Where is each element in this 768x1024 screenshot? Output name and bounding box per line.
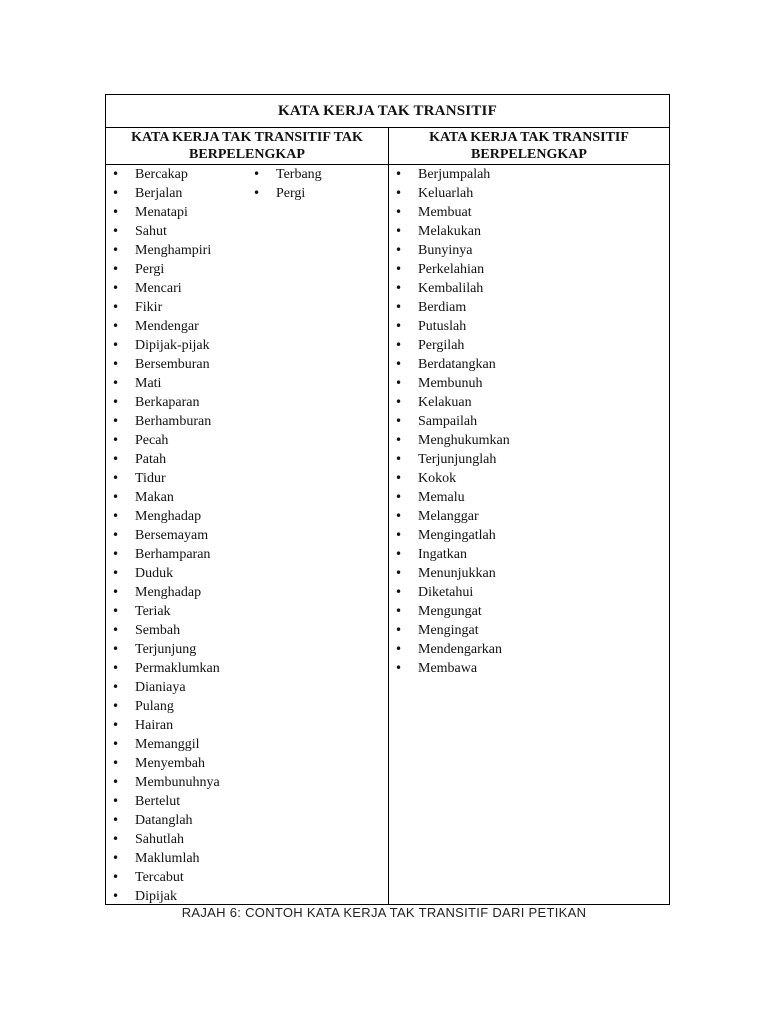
list-item: • Pecah — [106, 431, 220, 450]
list-item: • Pergilah — [389, 336, 510, 355]
list-item: • Patah — [106, 450, 220, 469]
list-item: • Menghukumkan — [389, 431, 510, 450]
list-tak-berpelengkap-col1 — [106, 165, 220, 906]
list-item: • Terbang — [247, 165, 322, 184]
list-item: • Tercabut — [106, 868, 220, 887]
list-item: • Memanggil — [106, 735, 220, 754]
list-item: • Sampailah — [389, 412, 510, 431]
list-item: • Melakukan — [389, 222, 510, 241]
list-item: • Duduk — [106, 564, 220, 583]
list-item: • Teriak — [106, 602, 220, 621]
list-item: • Berhamparan — [106, 545, 220, 564]
list-item: • Sahutlah — [106, 830, 220, 849]
list-berpelengkap — [389, 165, 510, 678]
list-item: • Kembalilah — [389, 279, 510, 298]
list-item: • Kokok — [389, 469, 510, 488]
list-item: • Keluarlah — [389, 184, 510, 203]
list-item: • Hairan — [106, 716, 220, 735]
list-item: • Terjunjung — [106, 640, 220, 659]
list-item: • Putuslah — [389, 317, 510, 336]
figure-caption: RAJAH 6: CONTOH KATA KERJA TAK TRANSITIF DARI PETIKAN — [181, 905, 587, 920]
list-item: • Menghadap — [106, 583, 220, 602]
list-item: • Berjalan — [106, 184, 220, 203]
list-item: • Mati — [106, 374, 220, 393]
list-item: • Makan — [106, 488, 220, 507]
list-item: • Kelakuan — [389, 393, 510, 412]
list-item: • Permaklumkan — [106, 659, 220, 678]
list-item: • Datanglah — [106, 811, 220, 830]
list-tak-berpelengkap-col2 — [247, 165, 322, 203]
list-item: • Pergi — [106, 260, 220, 279]
list-item: • Menunjukkan — [389, 564, 510, 583]
list-item: • Menghampiri — [106, 241, 220, 260]
list-item: • Sahut — [106, 222, 220, 241]
list-item: • Memalu — [389, 488, 510, 507]
list-item: • Berhamburan — [106, 412, 220, 431]
list-item: • Mendengarkan — [389, 640, 510, 659]
header-berpelengkap: KATA KERJA TAK TRANSITIF BERPELENGKAP — [429, 130, 629, 162]
list-item: • Bersemburan — [106, 355, 220, 374]
list-item: • Ingatkan — [389, 545, 510, 564]
list-item: • Membunuh — [389, 374, 510, 393]
list-item: • Maklumlah — [106, 849, 220, 868]
list-item: • Pergi — [247, 184, 322, 203]
list-item: • Melanggar — [389, 507, 510, 526]
list-item: • Pulang — [106, 697, 220, 716]
list-item: • Bunyinya — [389, 241, 510, 260]
verb-table — [105, 94, 670, 905]
list-item: • Terjunjunglah — [389, 450, 510, 469]
list-item: • Berjumpalah — [389, 165, 510, 184]
list-item: • Berdiam — [389, 298, 510, 317]
list-item: • Mendengar — [106, 317, 220, 336]
list-item: • Mencari — [106, 279, 220, 298]
list-item: • Perkelahian — [389, 260, 510, 279]
list-item: • Mengingatlah — [389, 526, 510, 545]
list-item: • Tidur — [106, 469, 220, 488]
list-item: • Membawa — [389, 659, 510, 678]
list-item: • Membunuhnya — [106, 773, 220, 792]
table-title: KATA KERJA TAK TRANSITIF — [106, 95, 669, 128]
list-item: • Bertelut — [106, 792, 220, 811]
list-item: • Berdatangkan — [389, 355, 510, 374]
list-item: • Berkaparan — [106, 393, 220, 412]
list-item: • Dianiaya — [106, 678, 220, 697]
list-item: • Bercakap — [106, 165, 220, 184]
list-item: • Dipijak — [106, 887, 220, 906]
table-body-row — [106, 165, 669, 904]
list-item: • Bersemayam — [106, 526, 220, 545]
list-item: • Fikir — [106, 298, 220, 317]
header-tak-berpelengkap: KATA KERJA TAK TRANSITIF TAK BERPELENGKAP — [106, 128, 389, 164]
list-item: • Diketahui — [389, 583, 510, 602]
list-item: • Menghadap — [106, 507, 220, 526]
table-header-row — [106, 128, 669, 165]
list-item: • Dipijak-pijak — [106, 336, 220, 355]
list-item: • Menyembah — [106, 754, 220, 773]
list-item: • Membuat — [389, 203, 510, 222]
list-item: • Sembah — [106, 621, 220, 640]
list-item: • Menatapi — [106, 203, 220, 222]
list-item: • Mengungat — [389, 602, 510, 621]
list-item: • Mengingat — [389, 621, 510, 640]
